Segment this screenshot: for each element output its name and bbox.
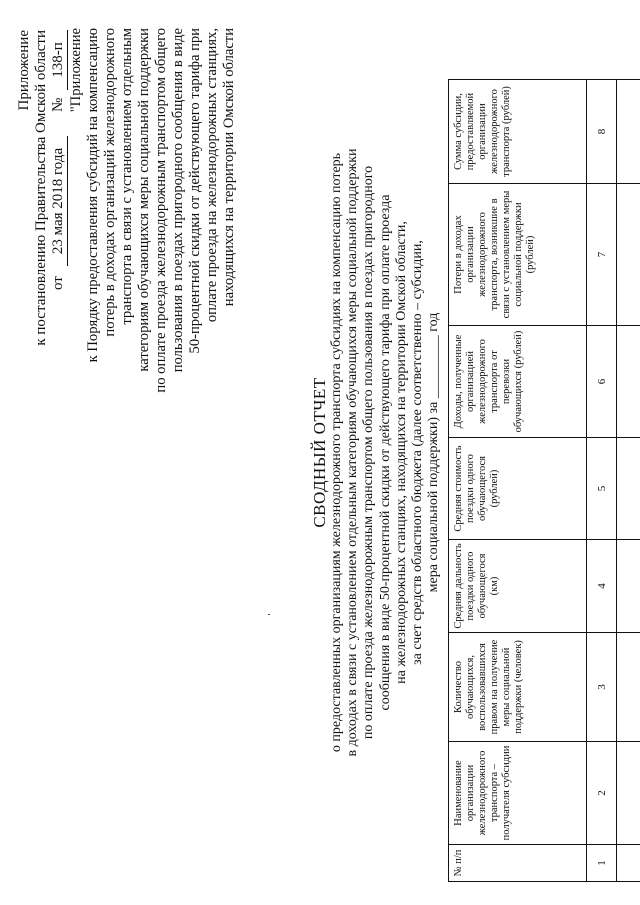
table-cell [617, 438, 640, 540]
table-cell [617, 184, 640, 326]
report-line: по оплате проезда железнодорожным транспортом общего пользования в поездах пригородного [361, 165, 377, 740]
appendix-date-number [50, 20, 70, 290]
header-cell: Средняя дальность поездки одного обучающегося (км) [449, 540, 587, 633]
order-line: транспорта в связи с установлением отдельным [119, 28, 135, 325]
appendix-number-sign: № [50, 97, 66, 112]
report-subtitle [329, 0, 442, 905]
scan-mark [268, 614, 270, 615]
report-line: за счет средств областного бюджета (далее соответственно – субсидии, [410, 240, 426, 665]
report-line: на железнодорожных станциях, находящихся на территории Омской области, [393, 221, 409, 684]
report-line: мера социальной поддержки) за _________ год [426, 312, 442, 593]
appendix-ot-label: от [50, 276, 66, 290]
number-cell: 6 [587, 326, 617, 438]
number-cell: 8 [587, 80, 617, 184]
order-line: по оплате проезда железнодорожным транспортом общего [153, 28, 169, 393]
report-line: в доходах в связи с установлением отдельным категориям обучающихся меры социальной поддержки [345, 148, 361, 757]
order-line: к Порядку предоставления субсидий на компенсацию [85, 28, 101, 363]
order-line: 50-процентной скидки от действующего тарифа при [187, 28, 203, 354]
header-cell: Потери в доходах организации железнодорожного транспорта, возникшие в связи с установлением меры социальной поддержки (рублей) [449, 184, 587, 326]
header-cell: Доходы, полученные организацией железнодорожного транспорта от перевозки обучающихся (рублей) [449, 326, 587, 438]
number-cell: 1 [587, 845, 617, 882]
table-cell [617, 326, 640, 438]
order-line: находящихся на территории Омской области [221, 28, 237, 307]
table-cell [617, 845, 640, 882]
order-line: оплате проезда на железнодорожных станциях, [204, 28, 220, 323]
order-appendix-block [68, 28, 238, 450]
table-cell [617, 633, 640, 742]
appendix-resolution-line: к постановлению Правительства Омской области [33, 30, 49, 346]
table-number-row [587, 80, 617, 882]
header-cell: Наименование организации железнодорожного транспорта – получателя субсидии [449, 742, 587, 845]
report-table [448, 79, 640, 882]
order-line: пользования в поездах пригородного сообщения в виде [170, 28, 186, 373]
number-cell: 2 [587, 742, 617, 845]
header-cell: Количество обучающихся, воспользовавшихся правом на получение меры социальной поддержки (человек) [449, 633, 587, 742]
report-line: сообщения в виде 50-процентной скидки от действующего тарифа при оплате проезда [377, 194, 393, 711]
order-line: "Приложение [68, 28, 84, 113]
table-header-row [449, 80, 587, 882]
number-cell: 4 [587, 540, 617, 633]
table-row [617, 80, 640, 882]
report-title: СВОДНЫЙ ОТЧЕТ [310, 377, 329, 528]
appendix-number: 138-п [50, 30, 68, 90]
number-cell: 5 [587, 438, 617, 540]
appendix-title: Приложение [16, 30, 32, 111]
order-line: потерь в доходах организаций железнодорожного [102, 28, 118, 337]
table-cell [617, 540, 640, 633]
order-line: категориям обучающихся меры социальной поддержки [136, 28, 152, 372]
table-cell [617, 742, 640, 845]
number-cell: 3 [587, 633, 617, 742]
table-cell [617, 80, 640, 184]
number-cell: 7 [587, 184, 617, 326]
header-cell: Средняя стоимость поездки одного обучающегося (рублей) [449, 438, 587, 540]
appendix-date: 23 мая 2018 года [50, 136, 68, 266]
report-line: о предоставленных организациям железнодорожного транспорта субсидиях на компенсацию потерь [329, 152, 344, 753]
header-cell: № п/п [449, 845, 587, 882]
header-cell: Сумма субсидии, предоставляемой организации железнодорожного транспорта (рублей) [449, 80, 587, 184]
